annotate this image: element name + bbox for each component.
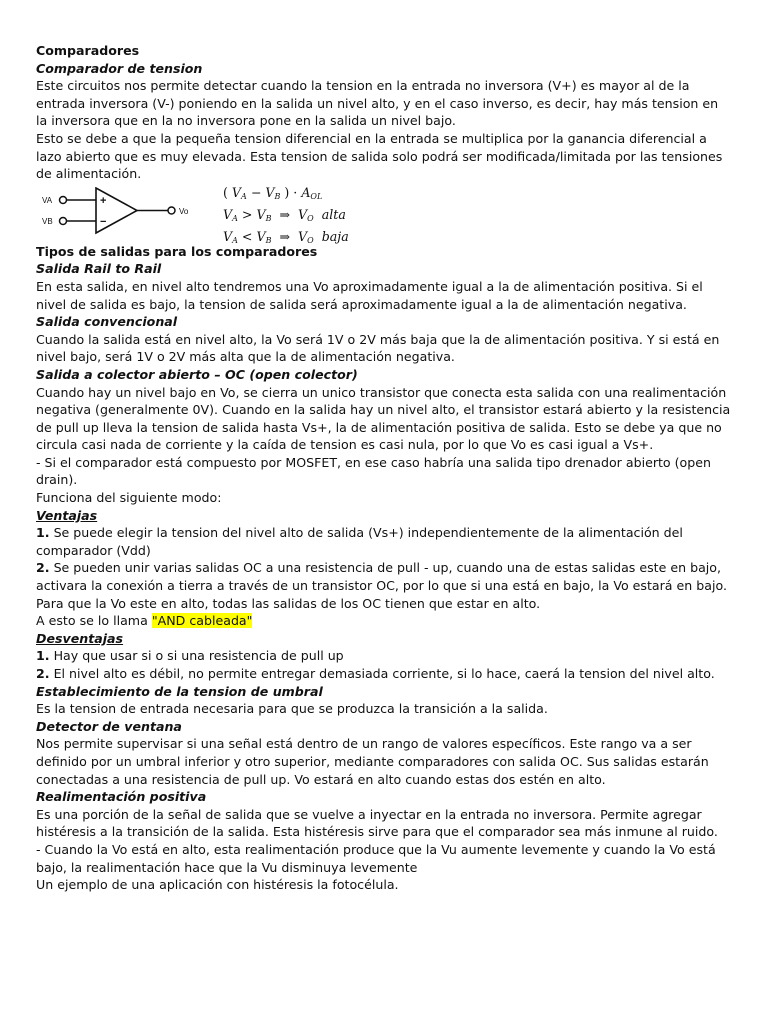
paragraph-comparador-ganancia: Esto se debe a que la pequeña tension diferencial en la entrada se multiplica por la ganancia diferencial a lazo abierto que es muy elevada. Esta tension de salida solo podrá ser modificada/limitada por las tensiones de alimentación.: [36, 130, 723, 182]
paragraph-funciona: Funciona del siguiente modo:: [36, 490, 222, 506]
list-item: [36, 665, 732, 683]
output-terminal: [168, 207, 175, 214]
paragraph-salida-convencional: Cuando la salida está en nivel alto, la Vo será 1V o 2V más baja que la de alimentación positiva. Y si está en nivel bajo, será 1V o 2V más alta que la de alimentación negativa.: [36, 331, 720, 365]
heading-comparador-de-tension: Comparador de tension: [36, 60, 203, 76]
paragraph-realimentacion-1: Es una porción de la señal de salida que se vuelve a inyectar en la entrada no inversora. Permite agregar histéresis a la transición de la salida. Esta histéresis sirve para que el comparador sea más inmune al ruido.: [36, 806, 718, 840]
heading-salida-rail-to-rail: Salida Rail to Rail: [36, 261, 162, 277]
paragraph-rail-to-rail: En esta salida, en nivel alto tendremos una Vo aproximadamente igual a la de alimentación positiva. Si el nivel de salida es bajo, la tension de salida será aproximadamente igual a la de alimentación negativa.: [36, 278, 703, 312]
list-number: 1.: [36, 648, 50, 664]
label-vb: VB: [42, 216, 53, 226]
list-item: [36, 647, 732, 665]
formula-gain: ( $V_A - V_B$ ) · $A_{OL}$: [223, 184, 323, 201]
list-text: El nivel alto es débil, no permite entregar demasiada corriente, si lo hace, caerá la tension del nivel alto.: [49, 666, 715, 681]
list-text: Hay que usar si o si una resistencia de pull up: [49, 648, 344, 664]
and-cableada-highlight: "AND cableada": [151, 613, 253, 629]
heading-tipos-de-salidas: Tipos de salidas para los comparadores: [36, 243, 318, 259]
heading-salida-convencional: Salida convencional: [36, 314, 178, 330]
paragraph-detector-de-ventana: Nos permite supervisar si una señal está dentro de un rango de valores específicos. Este rango va a ser definido por un umbral inferior y otro superior, mediante comparadores con salida OC. Sus salidas estarán conectadas a una resistencia de pull up. Vo estará en alto cuando estas dos estén en alto.: [36, 736, 709, 787]
list-item: [36, 524, 732, 559]
paragraph-realimentacion-2: - Cuando la Vo está en alto, esta realimentación produce que la Vu aumente levemente y cuando la Vo está bajo, la realimentación hace que la Vu disminuya levemente: [36, 841, 716, 875]
heading-tension-de-umbral: Establecimiento de la tension de umbral: [36, 683, 323, 699]
paragraph-mosfet: - Si el comparador está compuesto por MOSFET, en ese caso habría una salida tipo drenador abierto (open drain).: [36, 454, 711, 488]
input-b-terminal: [60, 217, 67, 224]
paragraph-and-cableada: [36, 612, 732, 630]
heading-desventajas: Desventajas: [36, 630, 124, 646]
comparator-symbol-diagram: [36, 187, 216, 242]
comparator-figure: [36, 184, 732, 245]
and-cableada-prefix: A esto se lo llama: [36, 613, 152, 629]
paragraph-tension-de-umbral: Es la tension de entrada necesaria para que se produzca la transición a la salida.: [36, 701, 548, 717]
formula-alta: $V_A > V_B$ ⇒ $V_O$ alta: [223, 206, 346, 223]
paragraph-colector-abierto: Cuando hay un nivel bajo en Vo, se cierra un unico transistor que conecta esta salida con una realimentación negativa (generalmente 0V). Cuando en la salida hay un nivel alto, el transistor estará abierto y la resistencia de pull up lleva la tension de salida hasta Vs+, la de alimentación positiva de salida. Esto se debe ya que no circula casi nada de corriente y la caída de tension es casi nula, por lo que Vo es casi igual a Vs+.: [36, 384, 731, 453]
paragraph-realimentacion-3: Un ejemplo de una aplicación con histéresis la fotocélula.: [36, 877, 399, 893]
formula-baja: $V_A < V_B$ ⇒ $V_O$ baja: [223, 228, 349, 245]
label-vo: Vo: [179, 206, 189, 216]
comparator-formulas: [223, 184, 349, 250]
heading-ventajas: Ventajas: [36, 507, 98, 523]
list-item: [36, 559, 732, 594]
label-va: VA: [42, 195, 53, 205]
list-text: Se pueden unir varias salidas OC a una resistencia de pull - up, cuando una de estas salidas este en bajo, activara la conexión a tierra a través de un transistor OC, por lo que si una está en bajo, la Vo estará en bajo.: [36, 560, 727, 594]
formula-word-alta: alta: [321, 206, 346, 222]
heading-detector-de-ventana: Detector de ventana: [36, 718, 182, 734]
document-title: Comparadores: [36, 43, 140, 58]
minus-sign: −: [100, 215, 107, 228]
formula-word-baja: baja: [321, 228, 349, 244]
paragraph-comparador-intro: Este circuitos nos permite detectar cuando la tension en la entrada no inversora (V+) es mayor al de la entrada inversora (V-) poniendo en la salida un nivel alto, y en el caso inverso, es decir, hay más tension en la inversora que en la no inversora pone en la salida un nivel bajo.: [36, 78, 719, 129]
plus-sign: +: [100, 194, 107, 207]
list-number: 2.: [36, 666, 50, 681]
list-number: 2.: [36, 560, 50, 576]
list-number: 1.: [36, 525, 50, 541]
paragraph-vo-alto: Para que la Vo este en alto, todas las salidas de los OC tienen que estar en alto.: [36, 595, 541, 611]
list-text: Se puede elegir la tension del nivel alto de salida (Vs+) independientemente de la alimentación del comparador (Vdd): [36, 525, 683, 558]
input-a-terminal: [60, 196, 67, 203]
heading-realimentacion-positiva: Realimentación positiva: [36, 789, 207, 805]
heading-colector-abierto: Salida a colector abierto – OC (open colector): [36, 366, 358, 382]
